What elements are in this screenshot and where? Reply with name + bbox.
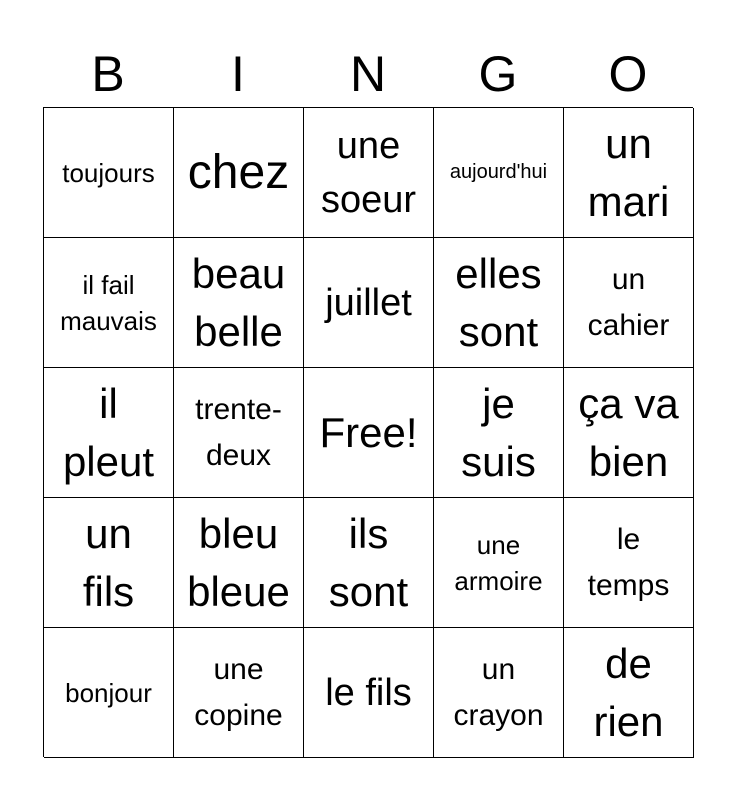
bingo-cell [44, 628, 174, 758]
cell-text: une copine [194, 652, 283, 732]
bingo-cell [44, 368, 174, 498]
bingo-cell [434, 238, 564, 368]
cell-text: un crayon [453, 652, 544, 732]
cell-text: un mari [587, 119, 670, 225]
bingo-cell [304, 108, 434, 238]
cell-text: toujours [62, 157, 155, 188]
cell-text: je suis [461, 379, 536, 485]
cell-text: elles sont [455, 249, 542, 355]
bingo-cell [304, 498, 434, 628]
bingo-cell [304, 238, 434, 368]
cell-text: le fils [325, 671, 412, 714]
cell-text: il pleut [62, 379, 155, 485]
cell-text: ça va bien [578, 379, 679, 485]
bingo-cell [564, 108, 694, 238]
cell-text: ils sont [328, 509, 409, 615]
cell-text: chez [187, 145, 290, 199]
header-letter-b: B [91, 46, 125, 102]
bingo-cell [564, 368, 694, 498]
cell-text: bonjour [65, 677, 152, 708]
header-letter-o: O [608, 46, 648, 102]
bingo-cell [174, 238, 304, 368]
bingo-cell [174, 108, 304, 238]
bingo-cell [564, 628, 694, 758]
cell-text: aujourd'hui [449, 161, 548, 183]
bingo-header [43, 40, 693, 108]
cell-text: bleu bleue [187, 509, 290, 615]
bingo-cell [434, 498, 564, 628]
bingo-cell [44, 238, 174, 368]
cell-text: une armoire [454, 529, 543, 596]
bingo-cell [304, 628, 434, 758]
cell-text: trente- deux [195, 392, 282, 472]
bingo-cell [174, 628, 304, 758]
bingo-cell [434, 368, 564, 498]
cell-text: une soeur [320, 124, 417, 221]
free-space-text: Free! [319, 408, 418, 456]
bingo-card-grid [43, 107, 693, 757]
bingo-cell [564, 498, 694, 628]
cell-text: le temps [587, 522, 670, 602]
bingo-cell [304, 368, 434, 498]
bingo-cell [434, 628, 564, 758]
bingo-cell [434, 108, 564, 238]
bingo-cell [174, 498, 304, 628]
bingo-cell [564, 238, 694, 368]
bingo-cell [44, 498, 174, 628]
cell-text: un cahier [587, 262, 670, 342]
header-letter-n: N [349, 46, 387, 102]
cell-text: un fils [82, 509, 135, 615]
bingo-cell [174, 368, 304, 498]
cell-text: de rien [593, 639, 664, 745]
header-letter-i: I [231, 46, 245, 102]
header-letter-g: G [478, 46, 518, 102]
cell-text: beau belle [191, 249, 286, 355]
cell-text: il fail mauvais [60, 269, 157, 336]
bingo-cell [44, 108, 174, 238]
cell-text: juillet [325, 281, 412, 324]
